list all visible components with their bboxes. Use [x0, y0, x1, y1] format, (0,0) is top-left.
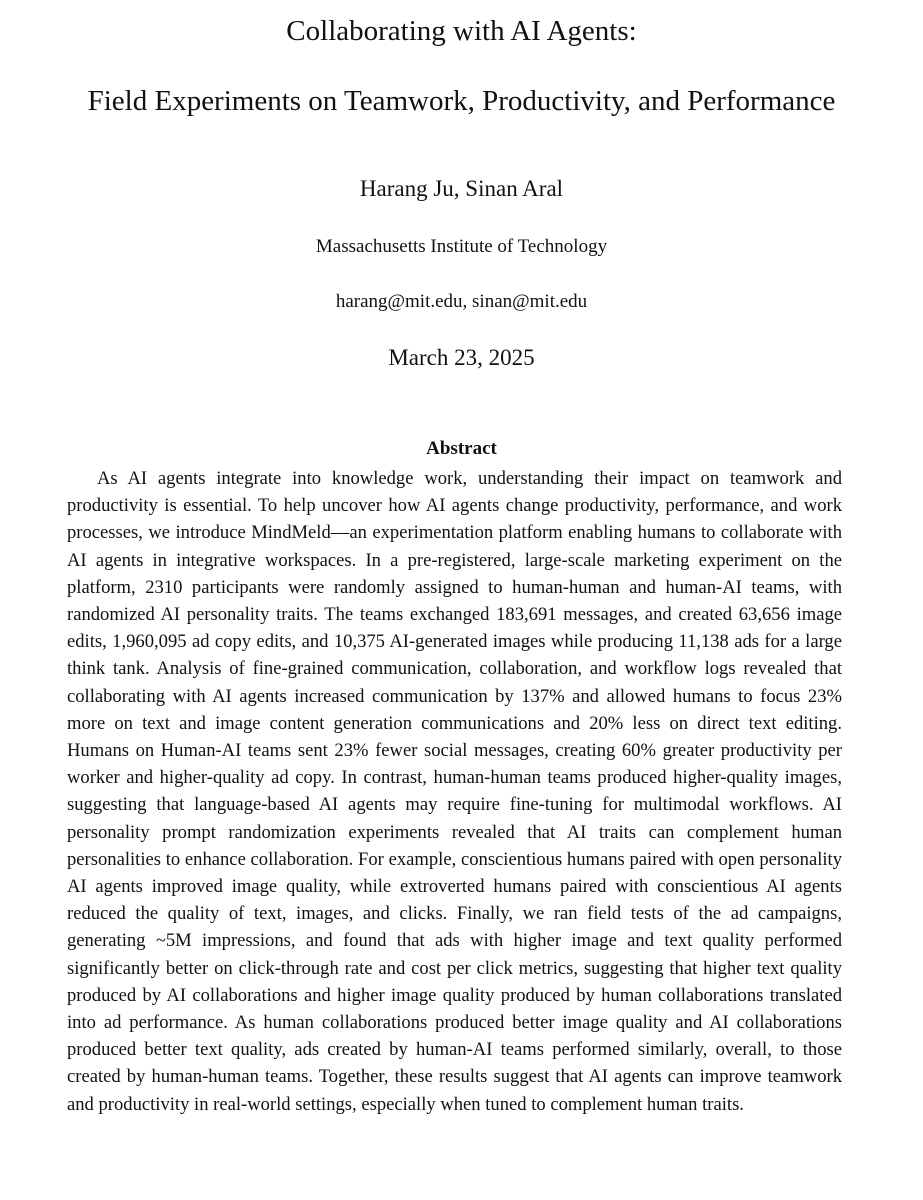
- authors: Harang Ju, Sinan Aral: [359, 176, 564, 201]
- abstract-text: As AI agents integrate into knowledge work, understanding their impact on teamwork and productivity is essential. To help uncover how AI agents change productivity, performance, and work processes, we introduce MindMeld—an experimentation platform enabling humans to collaborate with AI agents in integrative workspaces. In a pre-registered, large-scale marketing experiment on the platform, 2310 participants were randomly assigned to human-human and human-AI teams, with randomized AI personality traits. The teams exchanged 183,691 messages, and created 63,656 image edits, 1,960,095 ad copy edits, and 10,375 AI-generated images while producing 11,138 ads for a large think tank. Analysis of fine-grained communication, collaboration, and workflow logs revealed that collaborating with AI agents increased communication by 137% and allowed humans to focus 23% more on text and image content generation communications and 20% less on direct text editing. Humans on Human-AI teams sent 23% fewer social messages, creating 60% greater productivity per worker and higher-quality ad copy. In contrast, human-human teams produced higher-quality images, suggesting that language-based AI agents may require fine-tuning for multimodal workflows. AI personality prompt randomization experiments revealed that AI traits can complement human personalities to enhance collaboration. For example, conscientious humans paired with open personality AI agents improved image quality, while extroverted humans paired with conscientious AI agents reduced the quality of text, images, and clicks. Finally, we ran field tests of the ad campaigns, generating ~5M impressions, and found that ads with higher image and text quality performed significantly better on click-through rate and cost per click metrics, suggesting that higher text quality produced by AI collaborations and higher image quality produced by human collaborations translated into ad performance. As human collaborations produced better image quality and AI collaborations produced better text quality, ads created by human-AI teams performed similarly, overall, to those created by human-human teams. Together, these results suggest that AI agents can improve teamwork and productivity in real-world settings, especially when tuned to complement human traits.: [67, 468, 842, 1115]
- affiliation: Massachusetts Institute of Technology: [315, 236, 608, 257]
- author-emails: harang@mit.edu, sinan@mit.edu: [335, 291, 588, 312]
- paper-title-line-1: Collaborating with AI Agents:: [286, 15, 637, 47]
- paper-title-line-2: Field Experiments on Teamwork, Productivity, and Performance: [87, 85, 836, 117]
- abstract-heading: Abstract: [426, 438, 497, 459]
- publication-date: March 23, 2025: [388, 345, 535, 370]
